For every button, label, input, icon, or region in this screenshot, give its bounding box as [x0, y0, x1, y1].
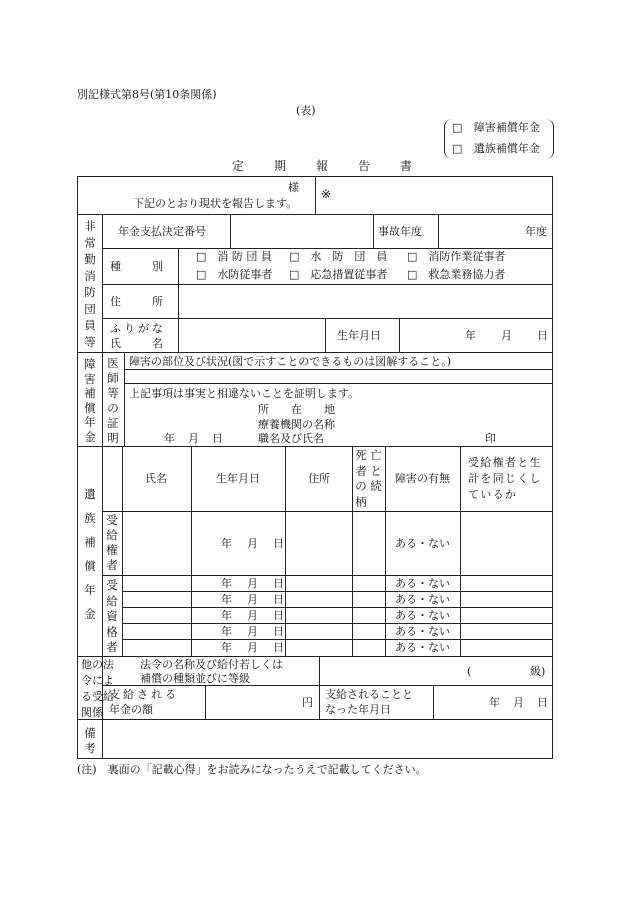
row-year-unit: 年: [221, 537, 232, 550]
cert-year-unit: 年: [164, 432, 175, 445]
pension-number-field[interactable]: [232, 216, 372, 247]
accident-year-unit: 年度: [525, 225, 547, 238]
pension-option-survivor[interactable]: □ 遺族補償年金: [452, 142, 540, 155]
table-row[interactable]: [123, 512, 552, 575]
row-month-unit: 月: [247, 609, 258, 622]
payment-date-label: なった年月日: [325, 703, 391, 716]
table-row[interactable]: [123, 640, 552, 656]
row-month-unit: 月: [247, 625, 258, 638]
member-type-option[interactable]: □ 応急措置従事者: [289, 268, 388, 281]
grade-open: (: [467, 665, 472, 678]
pension-amount-field[interactable]: [207, 686, 318, 718]
pension-option-disability[interactable]: □ 障害補償年金: [452, 121, 540, 134]
other-law-label: 他の法: [81, 658, 114, 671]
pension-amount-label: 支給される: [109, 688, 179, 701]
other-law-label: 関係: [81, 706, 103, 719]
payment-day-unit: 日: [537, 696, 548, 709]
column-header-livelihood: ているか: [468, 488, 518, 501]
seal-mark: 印: [485, 432, 496, 445]
row-month-unit: 月: [247, 641, 258, 654]
addressee-sama: 様: [288, 181, 299, 194]
checkbox-icon[interactable]: □: [452, 121, 463, 134]
table-row[interactable]: [123, 576, 552, 591]
disability-presence[interactable]: ある・ない: [395, 577, 450, 590]
side-label: (表): [296, 104, 316, 117]
certify-text: 上記事項は事実と相違ないことを証明します。: [129, 387, 360, 400]
column-header-relation-col2: 亡 と 続: [370, 448, 382, 493]
disability-presence[interactable]: ある・ない: [395, 625, 450, 638]
remarks-field[interactable]: [104, 721, 552, 758]
table-row[interactable]: [123, 592, 552, 607]
row-month-unit: 月: [247, 537, 258, 550]
cert-day-unit: 日: [212, 432, 223, 445]
payment-year-unit: 年: [489, 696, 500, 709]
survivor-section-label: 遺 族 補 償 年 金: [84, 487, 96, 621]
furigana-label: ふりがな: [110, 322, 166, 335]
disability-presence[interactable]: ある・ない: [395, 641, 450, 654]
law-name-field[interactable]: [321, 657, 552, 684]
row-day-unit: 日: [273, 593, 284, 606]
row-year-unit: 年: [221, 577, 232, 590]
checkbox-icon[interactable]: □: [452, 142, 463, 155]
birth-day-unit: 日: [537, 329, 548, 342]
disability-presence[interactable]: ある・ない: [395, 537, 450, 550]
disability-condition-field[interactable]: [126, 370, 552, 383]
row-year-unit: 年: [221, 641, 232, 654]
other-law-label: 令によ: [81, 674, 114, 687]
pension-number-label: 年金支払決定番号: [118, 225, 206, 238]
row-year-unit: 年: [221, 593, 232, 606]
form-number: 別記様式第8号(第10条関係): [77, 88, 217, 101]
birth-date-label: 生年月日: [337, 329, 381, 342]
yen-unit: 円: [302, 696, 313, 709]
member-name-label: 氏 名: [110, 337, 166, 350]
table-row[interactable]: [123, 608, 552, 623]
remarks-label: 備 考: [84, 726, 96, 755]
member-type-option[interactable]: □ 水防従事者: [196, 268, 273, 281]
disability-presence[interactable]: ある・ない: [395, 609, 450, 622]
grade-close: 級): [530, 665, 546, 678]
row-month-unit: 月: [247, 593, 258, 606]
row-month-unit: 月: [247, 577, 258, 590]
report-text: 下記のとおり現状を報告します。: [133, 197, 298, 210]
column-header-address: 住所: [308, 472, 330, 485]
qualified-label: 受 給 資 格 者: [106, 578, 118, 654]
row-year-unit: 年: [221, 609, 232, 622]
member-type-option[interactable]: □ 救急業務協力者: [407, 268, 506, 281]
birth-year-unit: 年: [465, 329, 476, 342]
row-day-unit: 日: [273, 641, 284, 654]
column-header-disability: 障害の有無: [395, 472, 450, 485]
doctor-name-title-label: 職名及び氏名: [258, 432, 324, 445]
disability-condition-label: 障害の部位及び状況(図で示すことのできるものは図解すること。): [129, 355, 452, 368]
other-law-label: る受給: [81, 690, 114, 703]
row-day-unit: 日: [273, 609, 284, 622]
member-section-label: 非 常 勤 消 防 団 員 等: [84, 219, 96, 349]
law-name-label: 補償の種類並びに等級: [140, 672, 250, 685]
member-type-label: 種 別: [110, 260, 166, 273]
facility-name-label: 療養機関の名称: [258, 418, 335, 431]
table-row[interactable]: [123, 624, 552, 639]
row-day-unit: 日: [273, 537, 284, 550]
row-day-unit: 日: [273, 577, 284, 590]
member-name-field[interactable]: [180, 320, 324, 351]
recipient-label: 受 給 権 者: [106, 513, 118, 572]
doctor-certification-label: 医 師 等 の 証 明: [107, 356, 119, 445]
member-type-option[interactable]: □ 消防作業従事者: [407, 250, 506, 263]
member-type-option[interactable]: □ 消 防 団 員: [196, 250, 272, 263]
payment-month-unit: 月: [513, 696, 524, 709]
row-day-unit: 日: [273, 625, 284, 638]
accident-year-label: 事故年度: [378, 225, 422, 238]
column-header-relation: 死 者 の 柄: [355, 448, 367, 509]
facility-location-label: 所 在 地: [258, 403, 335, 416]
member-address-label: 住 所: [110, 295, 166, 308]
member-type-option[interactable]: □ 水 防 団 員: [289, 250, 388, 263]
column-header-name: 氏名: [145, 472, 167, 485]
law-name-label: 法令の名称及び給付若しくは: [140, 658, 283, 671]
disability-presence[interactable]: ある・ない: [395, 593, 450, 606]
footnote: (注) 裏面の「記載心得」をお読みになったうえで記載してください。: [77, 763, 427, 776]
row-year-unit: 年: [221, 625, 232, 638]
column-header-birth: 生年月日: [216, 472, 260, 485]
member-address-field[interactable]: [180, 286, 552, 317]
birth-month-unit: 月: [501, 329, 512, 342]
pension-amount-label: 年金の額: [109, 703, 153, 716]
column-header-livelihood: 受給権者と生: [468, 456, 542, 469]
office-use-mark: ※: [321, 187, 332, 201]
cert-month-unit: 月: [188, 432, 199, 445]
form-title: 定 期 報 告 書: [232, 159, 412, 173]
payment-date-label: 支給されることと: [325, 688, 413, 701]
disability-section-label: 障 害 補 償 年 金: [84, 357, 96, 444]
column-header-livelihood: 計を同じくし: [468, 472, 542, 485]
